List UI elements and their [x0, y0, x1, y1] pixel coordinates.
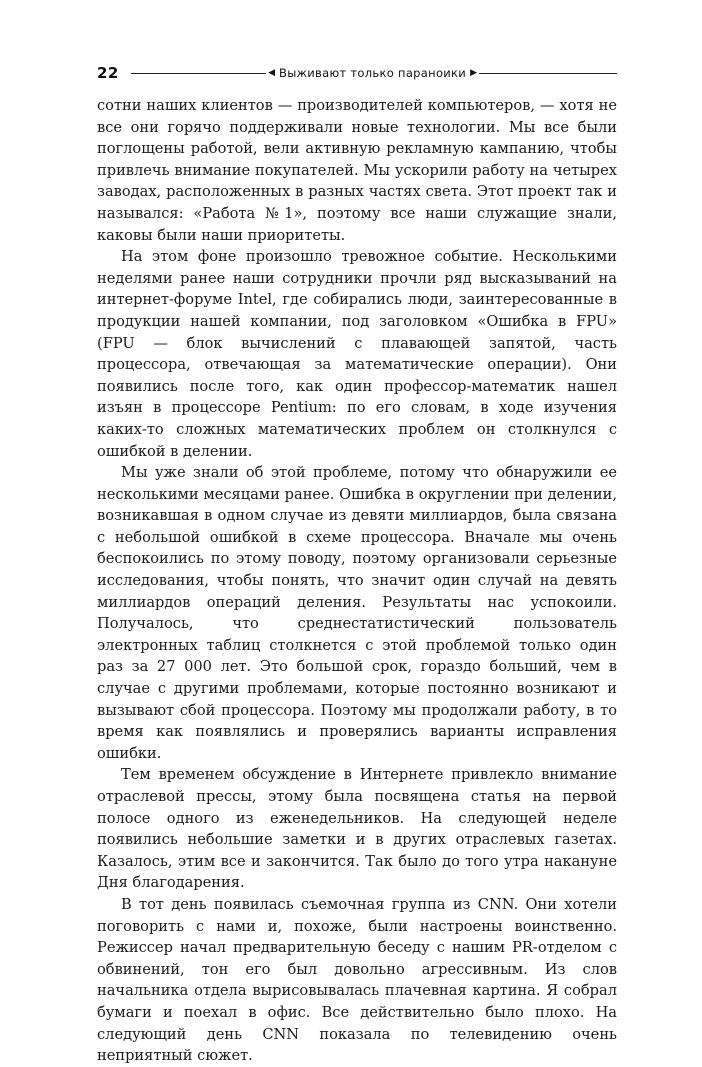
- header-rule-right: [479, 73, 617, 74]
- running-head-title: Выживают только параноики: [279, 66, 467, 80]
- paragraph: На этом фоне произошло тревожное событие. Несколькими неделями ранее наши сотрудники прочли ряд высказываний на интернет-форуме Intel, где собирались люди, заинтересованные в продукции нашей компании, под заголовком «Ошибка в FPU» (FPU — блок вычислений с плавающей запятой, часть процессора, отвечающая за математические операции). Они появились после того, как один профессор-математик нашел изъян в процессоре Pentium: по его словам, в ходе изучения каких-то сложных математических проблем он столкнулся с ошибкой в делении.: [97, 248, 617, 460]
- running-head: [97, 62, 617, 84]
- left-triangle-icon: ◀: [268, 67, 276, 78]
- paragraph: В тот день появилась съемочная группа из CNN. Они хотели поговорить с нами и, похоже, были настроены воинственно. Режиссер начал предварительную беседу с нашим PR-отделом с обвинений, тон его был довольно агрессивным. Из слов начальника отдела вырисовывалась плачевная картина. Я собрал бумаги и поехал в офис. Все действительно было плохо. На следующий день CNN показала по телевидению очень неприятный сюжет.: [97, 895, 617, 1065]
- header-rule-left: [131, 73, 266, 74]
- page-number: 22: [97, 64, 119, 82]
- paragraph: Тем временем обсуждение в Интернете привлекло внимание отраслевой прессы, этому была посвящена статья на первой полосе одного из еженедельников. На следующей неделе появились небольшие заметки и в других отраслевых газетах. Казалось, этим все и закончится. Так было до того утра накануне Дня благодарения.: [97, 766, 617, 892]
- paragraph: Мы уже знали об этой проблеме, потому что обнаружили ее несколькими месяцами ранее. Ошибка в округлении при делении, возникавшая в одном случае из девяти миллиардов, была связана с небольшой ошибкой в схеме процессора. Вначале мы очень беспокоились по этому поводу, поэтому организовали серьезные исследования, чтобы понять, что значит один случай на девять миллиардов операций деления. Результаты нас успокоили. Получалось, что среднестатистический пользователь электронных таблиц столкнется с этой проблемой только один раз за 27 000 лет. Это большой срок, гораздо больший, чем в случае с другими проблемами, которые постоянно возникают и вызывают сбой процессора. Поэтому мы продолжали работу, в то время как появлялись и проверялись варианты исправления ошибки.: [97, 464, 617, 762]
- body-text: [97, 95, 617, 1067]
- paragraph-continuation: сотни наших клиентов — производителей компьютеров, — хотя не все они горячо поддерживали новые технологии. Мы все были поглощены работой, вели активную рекламную кампанию, чтобы привлечь внимание покупателей. Мы ускорили работу на четырех заводах, расположенных в разных частях света. Этот проект так и назывался: «Работа №1», поэтому все наши служащие знали, каковы были наши приоритеты.: [97, 97, 617, 244]
- right-triangle-icon: ▶: [470, 67, 477, 78]
